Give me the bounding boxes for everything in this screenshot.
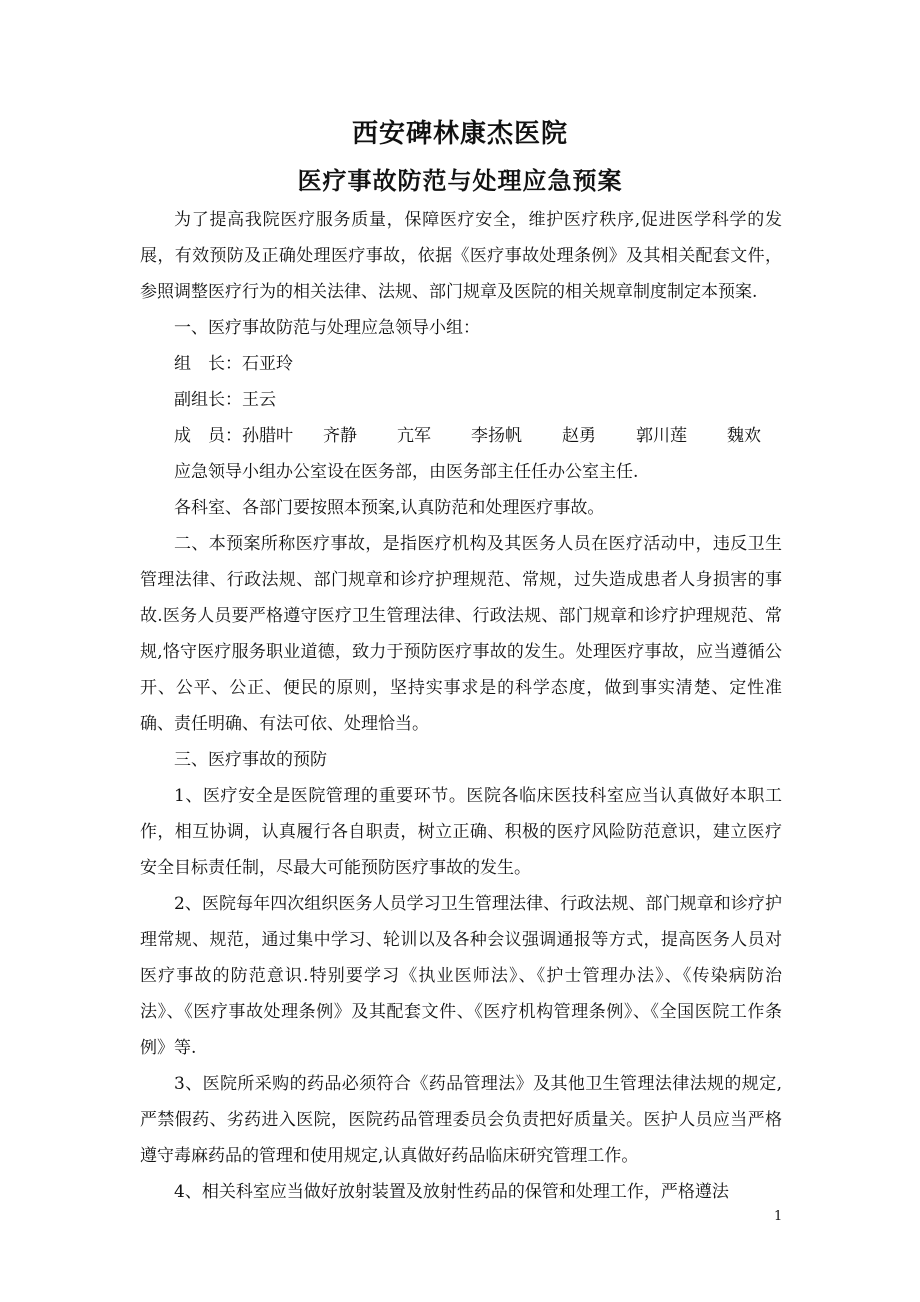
member-name: 亢军 bbox=[397, 426, 431, 446]
prevention-item-3: 3、医院所采购的药品必须符合《药品管理法》及其他卫生管理法律法规的规定,严禁假药、劣药进入医院，医院药品管理委员会负责把好质量关。医护人员应当严格遵守毒麻药品的管理和使用规定,认真做好药品临床研究管理工作。 bbox=[140, 1074, 782, 1166]
department-note: 各科室、各部门要按照本预案,认真防范和处理医疗事故。 bbox=[174, 498, 605, 518]
member-name: 魏欢 bbox=[727, 426, 761, 446]
document-subtitle: 医疗事故防范与处理应急预案 bbox=[297, 167, 623, 195]
leader-line: 组 长：石亚玲 bbox=[174, 354, 293, 374]
prevention-item-4: 4、相关科室应当做好放射装置及放射性药品的保管和处理工作，严格遵法 bbox=[174, 1182, 729, 1202]
section3-heading: 三、医疗事故的预防 bbox=[174, 750, 327, 770]
member-name: 孙腊叶 bbox=[242, 426, 293, 446]
prevention-item-1: 1、医疗安全是医院管理的重要环节。医院各临床医技科室应当认真做好本职工作，相互协调，认真履行各自职责，树立正确、积极的医疗风险防范意识，建立医疗安全目标责任制，尽最大可能预防医疗事故的发生。 bbox=[140, 786, 782, 878]
members-label: 成 员： bbox=[174, 426, 242, 446]
section1-heading: 一、医疗事故防范与处理应急领导小组： bbox=[174, 318, 480, 338]
section2-paragraph: 二、本预案所称医疗事故，是指医疗机构及其医务人员在医疗活动中，违反卫生管理法律、行政法规、部门规章和诊疗护理规范、常规，过失造成患者人身损害的事故.医务人员要严格遵守医疗卫生管理法律、行政法规、部门规章和诊疗护理规范、常规,恪守医疗服务职业道德，致力于预防医疗事故的发生。处理医疗事故，应当遵循公开、公平、公正、便民的原则，坚持实事求是的科学态度，做到事实清楚、定性准确、责任明确、有法可依、处理恰当。 bbox=[140, 534, 782, 734]
prevention-item-2: 2、医院每年四次组织医务人员学习卫生管理法律、行政法规、部门规章和诊疗护理常规、规范，通过集中学习、轮训以及各种会议强调通报等方式，提高医务人员对医疗事故的防范意识.特别要学习《执业医师法》、《护士管理办法》、《传染病防治法》、《医疗事故处理条例》及其配套文件、《医疗机构管理条例》、《全国医院工作条例》等. bbox=[140, 894, 782, 1058]
members-line bbox=[140, 418, 782, 454]
hospital-title: 西安碑林康杰医院 bbox=[351, 119, 568, 149]
member-name: 赵勇 bbox=[562, 426, 596, 446]
office-note: 应急领导小组办公室设在医务部，由医务部主任任办公室主任. bbox=[174, 462, 639, 482]
member-name: 郭川莲 bbox=[636, 426, 687, 446]
document-body bbox=[140, 202, 782, 1210]
page-number: 1 bbox=[774, 1209, 783, 1224]
deputy-leader-line: 副组长：王云 bbox=[174, 390, 276, 410]
intro-paragraph: 为了提高我院医疗服务质量，保障医疗安全，维护医疗秩序,促进医学科学的发展，有效预防及正确处理医疗事故，依据《医疗事故处理条例》及其相关配套文件，参照调整医疗行为的相关法律、法规、部门规章及医院的相关规章制度制定本预案. bbox=[140, 210, 782, 302]
member-name: 李扬帆 bbox=[471, 426, 522, 446]
member-name: 齐静 bbox=[323, 426, 357, 446]
